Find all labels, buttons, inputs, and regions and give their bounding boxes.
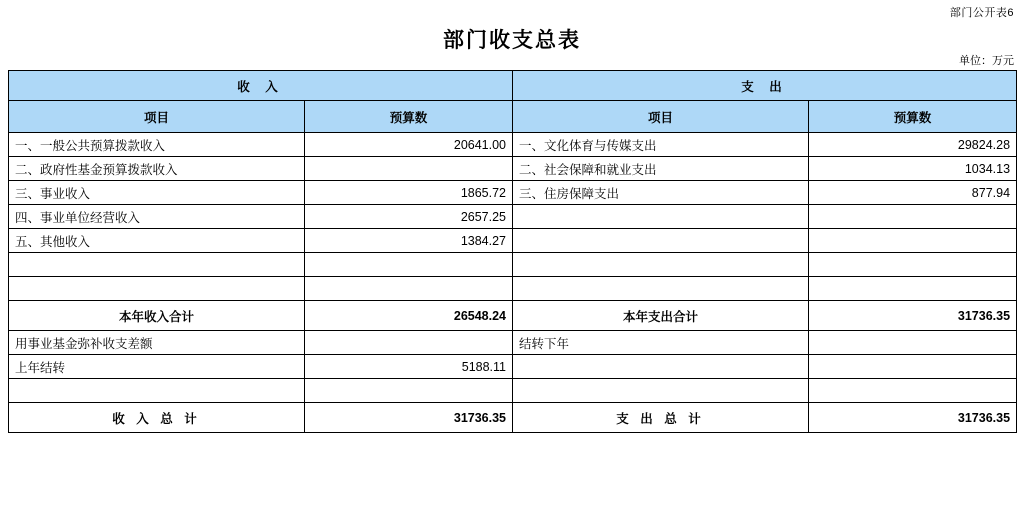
column-header-income-value: 预算数	[305, 101, 513, 133]
income-value	[305, 331, 513, 355]
subtotal-row	[9, 301, 1017, 331]
column-header-expense-item: 项目	[513, 101, 809, 133]
income-item: 一、一般公共预算拨款收入	[9, 133, 305, 157]
group-header-expense: 支 出	[513, 71, 1017, 101]
table-row	[9, 229, 1017, 253]
income-value: 1384.27	[305, 229, 513, 253]
income-value	[305, 277, 513, 301]
grand-total-expense-label: 支 出 总 计	[513, 403, 809, 433]
expense-value	[809, 331, 1017, 355]
expense-item	[513, 355, 809, 379]
income-value: 5188.11	[305, 355, 513, 379]
table-row	[9, 133, 1017, 157]
table-row	[9, 355, 1017, 379]
subtotal-expense-value: 31736.35	[809, 301, 1017, 331]
income-item	[9, 379, 305, 403]
income-item: 上年结转	[9, 355, 305, 379]
budget-table	[8, 70, 1017, 433]
group-header-row	[9, 71, 1017, 101]
income-value: 20641.00	[305, 133, 513, 157]
subtotal-income-value: 26548.24	[305, 301, 513, 331]
income-item: 四、事业单位经营收入	[9, 205, 305, 229]
income-value: 2657.25	[305, 205, 513, 229]
grand-total-income-label: 收 入 总 计	[9, 403, 305, 433]
expense-value: 1034.13	[809, 157, 1017, 181]
income-value	[305, 157, 513, 181]
unit-note: 单位：万元	[959, 55, 1014, 67]
table-row	[9, 181, 1017, 205]
expense-value: 29824.28	[809, 133, 1017, 157]
expense-item	[513, 253, 809, 277]
income-value	[305, 253, 513, 277]
expense-item: 一、文化体育与传媒支出	[513, 133, 809, 157]
grand-total-income-value: 31736.35	[305, 403, 513, 433]
expense-value	[809, 205, 1017, 229]
expense-value: 877.94	[809, 181, 1017, 205]
income-value	[305, 379, 513, 403]
group-header-income: 收 入	[9, 71, 513, 101]
table-row	[9, 253, 1017, 277]
income-item: 用事业基金弥补收支差额	[9, 331, 305, 355]
expense-item	[513, 277, 809, 301]
income-item: 五、其他收入	[9, 229, 305, 253]
expense-value	[809, 277, 1017, 301]
grand-total-row	[9, 403, 1017, 433]
expense-item	[513, 205, 809, 229]
table-row	[9, 379, 1017, 403]
table-row	[9, 205, 1017, 229]
column-header-income-item: 项目	[9, 101, 305, 133]
income-item: 二、政府性基金预算拨款收入	[9, 157, 305, 181]
table-row	[9, 331, 1017, 355]
expense-item: 结转下年	[513, 331, 809, 355]
column-header-row	[9, 101, 1017, 133]
expense-value	[809, 229, 1017, 253]
expense-item	[513, 379, 809, 403]
expense-value	[809, 355, 1017, 379]
expense-item	[513, 229, 809, 253]
income-value: 1865.72	[305, 181, 513, 205]
table-row	[9, 157, 1017, 181]
grand-total-expense-value: 31736.35	[809, 403, 1017, 433]
income-item	[9, 277, 305, 301]
subtotal-expense-label: 本年支出合计	[513, 301, 809, 331]
page-title: 部门收支总表	[443, 29, 581, 52]
income-item: 三、事业收入	[9, 181, 305, 205]
income-item	[9, 253, 305, 277]
column-header-expense-value: 预算数	[809, 101, 1017, 133]
table-row	[9, 277, 1017, 301]
subtotal-income-label: 本年收入合计	[9, 301, 305, 331]
expense-value	[809, 253, 1017, 277]
expense-item: 三、住房保障支出	[513, 181, 809, 205]
expense-value	[809, 379, 1017, 403]
expense-item: 二、社会保障和就业支出	[513, 157, 809, 181]
corner-note: 部门公开表6	[949, 7, 1014, 19]
